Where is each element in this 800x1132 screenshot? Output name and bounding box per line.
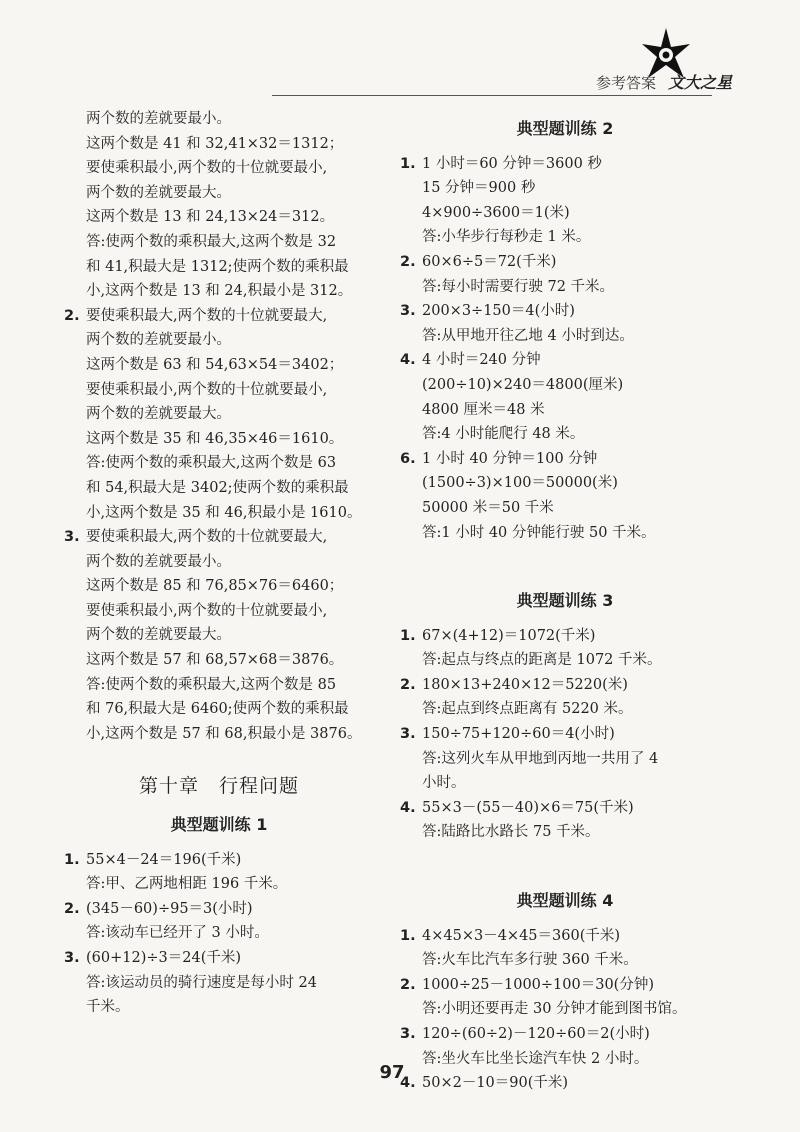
answer-item <box>400 447 730 545</box>
text-line: 答:陆路比水路长 75 千米。 <box>422 824 600 841</box>
text-line: 千米。 <box>86 999 130 1016</box>
text-line: 答:使两个数的乘积最大,这两个数是 63 <box>86 455 337 472</box>
text-line: 两个数的差就要最小。 <box>86 332 231 349</box>
answer-item <box>64 946 374 1020</box>
item-number: 1. <box>400 627 416 644</box>
answer-item <box>400 299 730 348</box>
header-brand: 文大之星 <box>668 73 733 92</box>
text-line: 答:起点到终点距离有 5220 米。 <box>422 701 633 718</box>
text-line: 两个数的差就要最大。 <box>86 627 231 644</box>
text-line: 1 小时＝60 分钟＝3600 秒 <box>422 155 602 172</box>
answer-item <box>400 796 730 845</box>
text-line: 50000 米＝50 千米 <box>422 499 554 516</box>
right-column <box>400 107 730 1096</box>
text-line: 55×3－(55－40)×6＝75(千米) <box>422 799 634 816</box>
text-line: 要使乘积最小,两个数的十位就要最小, <box>86 381 328 398</box>
section-title: 典型题训练 2 <box>516 119 614 138</box>
text-line: 这两个数是 85 和 76,85×76＝6460； <box>86 578 344 595</box>
text-line: 和 41,积最大是 1312;使两个数的乘积最 <box>86 258 349 275</box>
text-line: 1000÷25－1000÷100＝30(分钟) <box>422 976 654 993</box>
text-line: 答:这列火车从甲地到丙地一共用了 4 <box>422 750 659 767</box>
text-line: 4800 厘米＝48 米 <box>422 401 545 418</box>
section-title: 典型题训练 3 <box>516 591 614 611</box>
answer-item <box>400 152 730 250</box>
text-line: 150÷75+120÷60＝4(小时) <box>422 726 615 743</box>
text-line: 两个数的差就要最大。 <box>86 184 231 201</box>
text-line: 两个数的差就要最小。 <box>86 111 231 127</box>
item-number: 1. <box>64 851 80 868</box>
item-number: 2. <box>64 900 80 917</box>
text-line: 这两个数是 57 和 68,57×68＝3876。 <box>86 652 344 669</box>
text-line: 答:该动车已经开了 3 小时。 <box>86 925 269 942</box>
text-line: (200÷10)×240＝4800(厘米) <box>422 376 624 393</box>
text-line: (60+12)÷3＝24(千米) <box>86 950 242 966</box>
answer-item <box>400 673 730 722</box>
spacer <box>400 845 730 875</box>
answer-item <box>400 1022 730 1071</box>
text-line: 和 54,积最大是 3402;使两个数的乘积最 <box>86 479 349 496</box>
item-number: 2. <box>400 676 416 693</box>
text-line: 两个数的差就要最小。 <box>86 553 231 570</box>
chapter-title <box>64 774 374 799</box>
left-column <box>64 107 374 1020</box>
page-number: 97 <box>379 1062 405 1083</box>
answer-item <box>400 924 730 973</box>
spacer <box>400 545 730 575</box>
answer-item <box>64 897 374 946</box>
text-line: 答:4 小时能爬行 48 米。 <box>422 426 585 443</box>
text-line: 要使乘积最小,两个数的十位就要最小, <box>86 602 328 619</box>
answer-item <box>400 1071 730 1096</box>
answer-item <box>64 304 374 525</box>
text-line: 答:起点与终点的距离是 1072 千米。 <box>422 652 662 669</box>
text-line: 答:从甲地开往乙地 4 小时到达。 <box>422 327 634 344</box>
text-line: 小,这两个数是 35 和 46,积最小是 1610。 <box>86 504 362 521</box>
text-line: 55×4－24＝196(千米) <box>86 851 242 868</box>
text-line: 和 76,积最大是 6460;使两个数的乘积最 <box>86 701 349 718</box>
text-line: 这两个数是 41 和 32,41×32＝1312； <box>86 135 344 152</box>
intro-block <box>64 107 374 304</box>
section-title: 典型题训练 1 <box>170 815 268 835</box>
answer-item <box>64 525 374 746</box>
text-line: 这两个数是 35 和 46,35×46＝1610。 <box>86 430 344 447</box>
text-line: 15 分钟＝900 秒 <box>422 180 536 197</box>
text-line: 要使乘积最小,两个数的十位就要最小, <box>86 160 328 177</box>
text-line: 这两个数是 63 和 54,63×54＝3402； <box>86 356 344 373</box>
text-line: 两个数的差就要最大。 <box>86 406 231 423</box>
text-line: 答:每小时需要行驶 72 千米。 <box>422 278 615 295</box>
text-line: 答:1 小时 40 分钟能行驶 50 千米。 <box>422 524 656 541</box>
item-number: 4. <box>400 352 416 369</box>
item-number: 3. <box>400 1026 416 1042</box>
text-line: 4 小时＝240 分钟 <box>422 352 541 369</box>
answer-item <box>400 624 730 673</box>
text-line: 这两个数是 13 和 24,13×24＝312。 <box>86 209 335 226</box>
text-line: 答:小华步行每秒走 1 米。 <box>422 229 591 246</box>
text-line: 答:使两个数的乘积最大,这两个数是 85 <box>86 676 337 693</box>
chapter-number: 第十章 <box>138 775 199 798</box>
text-line: 120÷(60÷2)－120÷60＝2(小时) <box>422 1026 650 1042</box>
text-line: 答:坐火车比坐长途汽车快 2 小时。 <box>422 1050 649 1067</box>
answer-item <box>400 973 730 1022</box>
item-number: 1. <box>400 155 416 172</box>
text-line: 4×900÷3600＝1(米) <box>422 204 570 221</box>
text-line: 小时。 <box>422 775 466 792</box>
text-line: 要使乘积最大,两个数的十位就要最大, <box>86 307 328 324</box>
answer-item <box>400 250 730 299</box>
text-line: 200×3÷150＝4(小时) <box>422 303 575 320</box>
item-number: 4. <box>400 799 416 816</box>
item-number: 2. <box>400 976 416 993</box>
text-line: 4×45×3－4×45＝360(千米) <box>422 927 621 944</box>
text-line: 答:使两个数的乘积最大,这两个数是 32 <box>86 233 337 250</box>
item-number: 3. <box>400 303 416 320</box>
text-line: (1500÷3)×100＝50000(米) <box>422 475 618 492</box>
item-number: 3. <box>64 950 80 966</box>
text-line: 答:该运动员的骑行速度是每小时 24 <box>86 974 317 991</box>
answer-item <box>400 348 730 446</box>
text-line: 小,这两个数是 13 和 24,积最小是 312。 <box>86 283 353 300</box>
text-line: 67×(4+12)＝1072(千米) <box>422 627 596 644</box>
text-line: (345－60)÷95＝3(小时) <box>86 900 253 917</box>
item-number: 3. <box>64 529 80 546</box>
item-number: 2. <box>400 253 416 270</box>
item-number: 3. <box>400 726 416 743</box>
item-number: 6. <box>400 450 416 467</box>
header-section-label: 参考答案 <box>596 74 657 92</box>
text-line: 答:小明还要再走 30 分钟才能到图书馆。 <box>422 1001 687 1018</box>
chapter-name: 行程问题 <box>219 775 300 798</box>
text-line: 60×6÷5＝72(千米) <box>422 253 557 270</box>
answer-item <box>400 722 730 796</box>
section-title: 典型题训练 4 <box>516 891 614 911</box>
header-divider <box>272 95 712 96</box>
text-line: 50×2－10＝90(千米) <box>422 1075 569 1092</box>
text-line: 1 小时 40 分钟＝100 分钟 <box>422 450 598 467</box>
item-number: 1. <box>400 927 416 944</box>
text-line: 180×13+240×12＝5220(米) <box>422 676 628 693</box>
answer-item <box>64 848 374 897</box>
text-line: 小,这两个数是 57 和 68,积最小是 3876。 <box>86 725 362 742</box>
text-line: 要使乘积最大,两个数的十位就要最大, <box>86 529 328 546</box>
text-line: 答:火车比汽车多行驶 360 千米。 <box>422 952 638 969</box>
item-number: 4. <box>400 1075 416 1092</box>
text-line: 答:甲、乙两地相距 196 千米。 <box>86 876 288 893</box>
item-number: 2. <box>64 307 80 324</box>
